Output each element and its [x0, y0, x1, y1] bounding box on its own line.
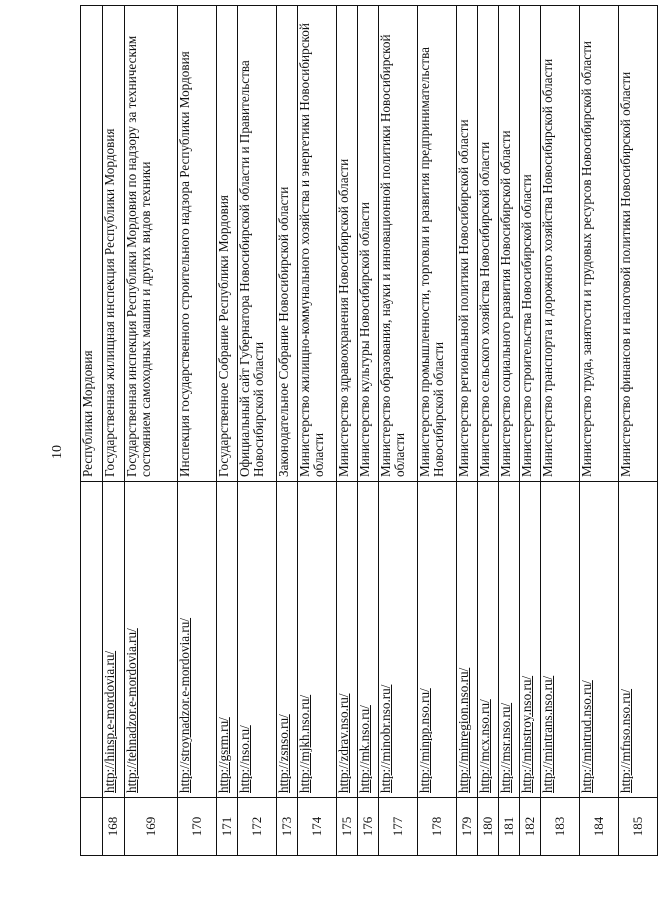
row-url-cell: [541, 482, 580, 798]
page-number: 10: [50, 445, 65, 459]
row-organization-name: Министерство региональной политики Новосибирской области: [457, 6, 478, 482]
row-organization-name: Министерство строительства Новосибирской области: [520, 6, 541, 482]
table-row: [418, 6, 457, 856]
row-organization-name: Государственная инспекция Республики Мордовия по надзору за техническим состоянием самоходных машин и других видов техники: [125, 6, 178, 482]
row-url-link[interactable]: http://zsnso.ru/: [276, 714, 291, 793]
row-number: 183: [541, 798, 580, 856]
rotated-page: [80, 6, 645, 856]
row-url-link[interactable]: http://mk.nso.ru/: [357, 705, 372, 793]
table-row: [298, 6, 337, 856]
row-url-cell: [125, 482, 178, 798]
row-organization-name: Министерство труда, занятости и трудовых ресурсов Новосибирской области: [580, 6, 619, 482]
row-number: 171: [217, 798, 238, 856]
row-url-cell: [580, 482, 619, 798]
row-number: 168: [103, 798, 125, 856]
row-url-cell: [499, 482, 520, 798]
row-number: 180: [478, 798, 499, 856]
row-number: 181: [499, 798, 520, 856]
table-row: [499, 6, 520, 856]
row-organization-name: Министерство транспорта и дорожного хозяйства Новосибирской области: [541, 6, 580, 482]
row-organization-name: Министерство образования, науки и инновационной политики Новосибирской области: [379, 6, 418, 482]
row-url-cell: [358, 482, 379, 798]
row-url-cell: [337, 482, 358, 798]
table-row: [125, 6, 178, 856]
row-url-cell: [217, 482, 238, 798]
row-number: 170: [178, 798, 217, 856]
row-url-cell: [81, 482, 103, 798]
row-url-cell: [103, 482, 125, 798]
table-row: [103, 6, 125, 856]
row-organization-name: Министерство здравоохранения Новосибирской области: [337, 6, 358, 482]
row-number: 175: [337, 798, 358, 856]
row-url-cell: [298, 482, 337, 798]
row-organization-name: Министерство промышленности, торговли и развития предпринимательства Новосибирской области: [418, 6, 457, 482]
table-row: [178, 6, 217, 856]
table-row: [520, 6, 541, 856]
row-url-cell: [478, 482, 499, 798]
row-url-link[interactable]: http://zdrav.nso.ru/: [336, 693, 351, 793]
row-url-link[interactable]: http://hinsp.e-mordovia.ru/: [102, 650, 117, 793]
row-url-cell: [520, 482, 541, 798]
row-number: 177: [379, 798, 418, 856]
table-row: [277, 6, 298, 856]
row-number: 172: [238, 798, 277, 856]
row-organization-name: Законодательное Собрание Новосибирской области: [277, 6, 298, 482]
row-url-link[interactable]: http://stroynadzor.e-mordovia.ru/: [177, 617, 192, 793]
table-row: [478, 6, 499, 856]
row-url-cell: [238, 482, 277, 798]
row-url-link[interactable]: http://gsrm.ru/: [216, 717, 231, 793]
row-url-link[interactable]: http://mfnso.nso.ru/: [618, 688, 633, 793]
row-organization-name: Министерство социального развития Новосибирской области: [499, 6, 520, 482]
row-number: 178: [418, 798, 457, 856]
row-number: 173: [277, 798, 298, 856]
row-url-link[interactable]: http://mintrans.nso.ru/: [540, 675, 555, 793]
table-row: [619, 6, 658, 856]
row-number: 185: [619, 798, 658, 856]
table-body: [81, 6, 658, 856]
row-url-cell: [379, 482, 418, 798]
table-row: [238, 6, 277, 856]
row-number: 179: [457, 798, 478, 856]
row-url-cell: [418, 482, 457, 798]
row-organization-name: Государственная жилищная инспекция Республики Мордовия: [103, 6, 125, 482]
row-number: 169: [125, 798, 178, 856]
row-url-cell: [457, 482, 478, 798]
row-organization-name: Министерство сельского хозяйства Новосибирской области: [478, 6, 499, 482]
row-number: 184: [580, 798, 619, 856]
row-organization-name: Государственное Собрание Республики Мордовия: [217, 6, 238, 482]
table-row: [81, 6, 103, 856]
table-row: [379, 6, 418, 856]
row-url-link[interactable]: http://minregion.nso.ru/: [456, 667, 471, 793]
row-organization-name: Министерство жилищно-коммунального хозяйства и энергетики Новосибирской области: [298, 6, 337, 482]
row-organization-name: Министерство финансов и налоговой политики Новосибирской области: [619, 6, 658, 482]
table-row: [541, 6, 580, 856]
row-url-link[interactable]: http://mcx.nso.ru/: [477, 699, 492, 793]
table-row: [358, 6, 379, 856]
table-row: [217, 6, 238, 856]
row-organization-name: Министерство культуры Новосибирской области: [358, 6, 379, 482]
table-row: [457, 6, 478, 856]
table-row: [337, 6, 358, 856]
row-url-link[interactable]: http://mintrud.nso.ru/: [579, 680, 594, 793]
row-number: 182: [520, 798, 541, 856]
websites-table: [80, 5, 658, 856]
row-url-link[interactable]: http://nso.ru/: [237, 725, 252, 793]
row-url-cell: [277, 482, 298, 798]
row-url-cell: [619, 482, 658, 798]
row-url-cell: [178, 482, 217, 798]
row-url-link[interactable]: http://tehnadzor.e-mordovia.ru/: [124, 628, 139, 793]
row-organization-name: Официальный сайт Губернатора Новосибирской области и Правительства Новосибирской области: [238, 6, 277, 482]
table-row: [580, 6, 619, 856]
row-organization-name: Инспекция государственного строительного надзора Республики Мордовия: [178, 6, 217, 482]
row-number: 174: [298, 798, 337, 856]
row-url-link[interactable]: http://minobr.nso.ru/: [378, 684, 393, 793]
row-url-link[interactable]: http://msr.nso.ru/: [498, 702, 513, 793]
row-number: 176: [358, 798, 379, 856]
row-number: [81, 798, 103, 856]
row-url-link[interactable]: http://mjkh.nso.ru/: [297, 694, 312, 793]
table-container: [80, 6, 645, 856]
row-url-link[interactable]: http://minpp.nso.ru/: [417, 688, 432, 793]
row-url-link[interactable]: http://minstroy.nso.ru/: [519, 675, 534, 793]
row-organization-name: Республики Мордовия: [81, 6, 103, 482]
